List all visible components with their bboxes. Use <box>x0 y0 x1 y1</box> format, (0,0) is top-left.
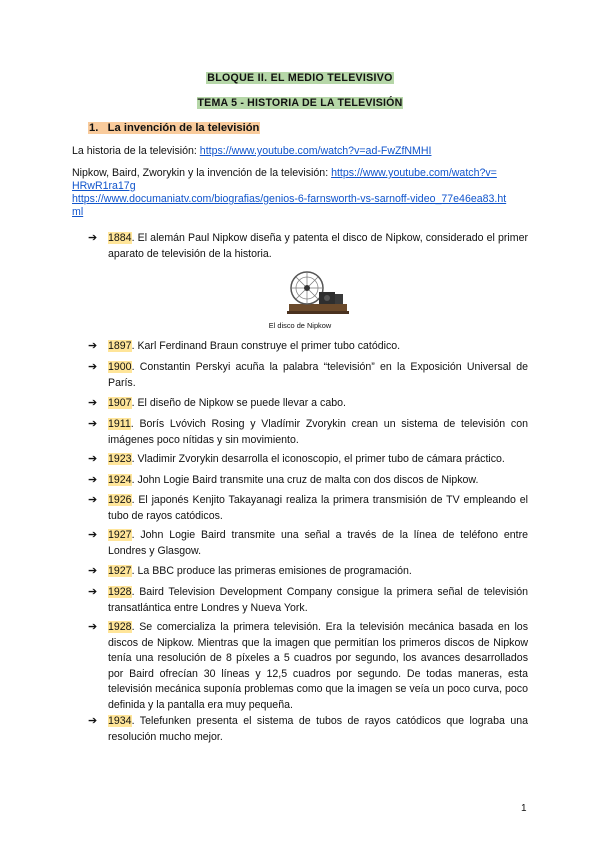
timeline-text: . Baird Television Development Company consigue la primera señal de televisión transatlántica entre Londres y Nueva York. <box>108 586 528 614</box>
arrow-icon: ➔ <box>88 397 98 409</box>
timeline-text: . Constantin Perskyi acuña la palabra “televisión” en la Exposición Universal de París. <box>108 361 528 389</box>
timeline-text: . El alemán Paul Nipkow diseña y patenta el disco de Nipkow, considerado el primer aparato de televisión de la historia. <box>108 232 528 260</box>
section-title: La invención de la televisión <box>107 122 260 134</box>
history-video-link[interactable]: https://www.youtube.com/watch?v=ad-FwZfNMHI <box>199 145 432 157</box>
figure-caption: El disco de Nipkow <box>268 321 332 330</box>
timeline-year: 1911 <box>108 418 131 430</box>
arrow-icon: ➔ <box>88 474 98 486</box>
arrow-icon: ➔ <box>88 340 98 352</box>
nipkow-disc-image <box>283 270 353 316</box>
arrow-icon: ➔ <box>88 565 98 577</box>
topic-title: TEMA 5 - HISTORIA DE LA TELEVISIÓN <box>197 97 403 109</box>
timeline-year: 1928 <box>108 621 132 633</box>
timeline-text: . Borís Lvóvich Rosing y Vladímir Zvorykin crean un sistema de televisión con imágenes poco nítidas y sin movimiento. <box>108 418 528 446</box>
arrow-icon: ➔ <box>88 715 98 727</box>
timeline-year: 1924 <box>108 474 132 486</box>
timeline-year: 1923 <box>108 453 132 465</box>
timeline-text: . John Logie Baird transmite una señal a través de la línea de teléfono entre Londres y Glasgow. <box>108 529 528 557</box>
timeline-text: . John Logie Baird transmite una cruz de malta con dos discos de Nipkow. <box>131 474 479 486</box>
timeline-text: . El diseño de Nipkow se puede llevar a cabo. <box>131 397 346 409</box>
timeline-year: 1928 <box>108 586 132 598</box>
arrow-icon: ➔ <box>88 232 98 244</box>
timeline-year: 1927 <box>108 529 132 541</box>
arrow-icon: ➔ <box>88 361 98 373</box>
timeline-year: 1934 <box>108 715 132 727</box>
arrow-icon: ➔ <box>88 418 98 430</box>
arrow-icon: ➔ <box>88 494 98 506</box>
inventors-link-label: Nipkow, Baird, Zworykin y la invención de la televisión: <box>72 167 332 179</box>
timeline-year: 1884 <box>108 232 132 244</box>
section-number: 1. <box>89 122 99 134</box>
documania-video-link[interactable]: https://www.documaniatv.com/biografias/genios-6-farnsworth-vs-sarnoff-video_77e46ea83.ht ml <box>72 193 507 218</box>
timeline-text: . El japonés Kenjito Takayanagi realiza la primera transmisión de TV empleando el tubo de rayos catódicos. <box>108 494 528 522</box>
timeline-text: . Telefunken presenta el sistema de tubos de rayos catódicos que lograba una resolución mucho mejor. <box>108 715 528 743</box>
arrow-icon: ➔ <box>88 586 98 598</box>
timeline-text: . La BBC produce las primeras emisiones de programación. <box>131 565 412 577</box>
timeline-year: 1897 <box>108 340 132 352</box>
timeline-year: 1926 <box>108 494 132 506</box>
arrow-icon: ➔ <box>88 621 98 633</box>
section-heading <box>88 122 260 134</box>
timeline-text: . Karl Ferdinand Braun construye el primer tubo catódico. <box>131 340 401 352</box>
timeline-year: 1927 <box>108 565 132 577</box>
inventors-video-link[interactable]: https://www.youtube.com/watch?v= HRwR1ra17g <box>72 167 497 192</box>
arrow-icon: ➔ <box>88 529 98 541</box>
timeline-year: 1900 <box>108 361 132 373</box>
page-number: 1 <box>521 803 527 814</box>
timeline-text: . Vladimir Zvorykin desarrolla el iconoscopio, el primer tubo de cámara práctico. <box>131 453 505 465</box>
timeline-year: 1907 <box>108 397 132 409</box>
timeline-text: . Se comercializa la primera televisión. Era la televisión mecánica basada en los discos de Nipkow. Mientras que la imagen que permitían los primeros discos de Nipkow tenía una resolución de 8 píxeles a 5 cuadros por segundo, los avances desarrollados por Baird ofrecían 30 líneas y 12,5 cuadros por segundo. De todas maneras, esta televisión mecánica suponía problemas como que la imagen se veía un poco curva, poco definida y la pantalla era muy pequeña. <box>108 621 528 711</box>
inventors-link-paragraph <box>72 167 527 219</box>
history-link-paragraph <box>72 145 527 158</box>
arrow-icon: ➔ <box>88 453 98 465</box>
history-link-label: La historia de la televisión: <box>72 145 200 157</box>
block-title: BLOQUE II. EL MEDIO TELEVISIVO <box>207 72 393 84</box>
